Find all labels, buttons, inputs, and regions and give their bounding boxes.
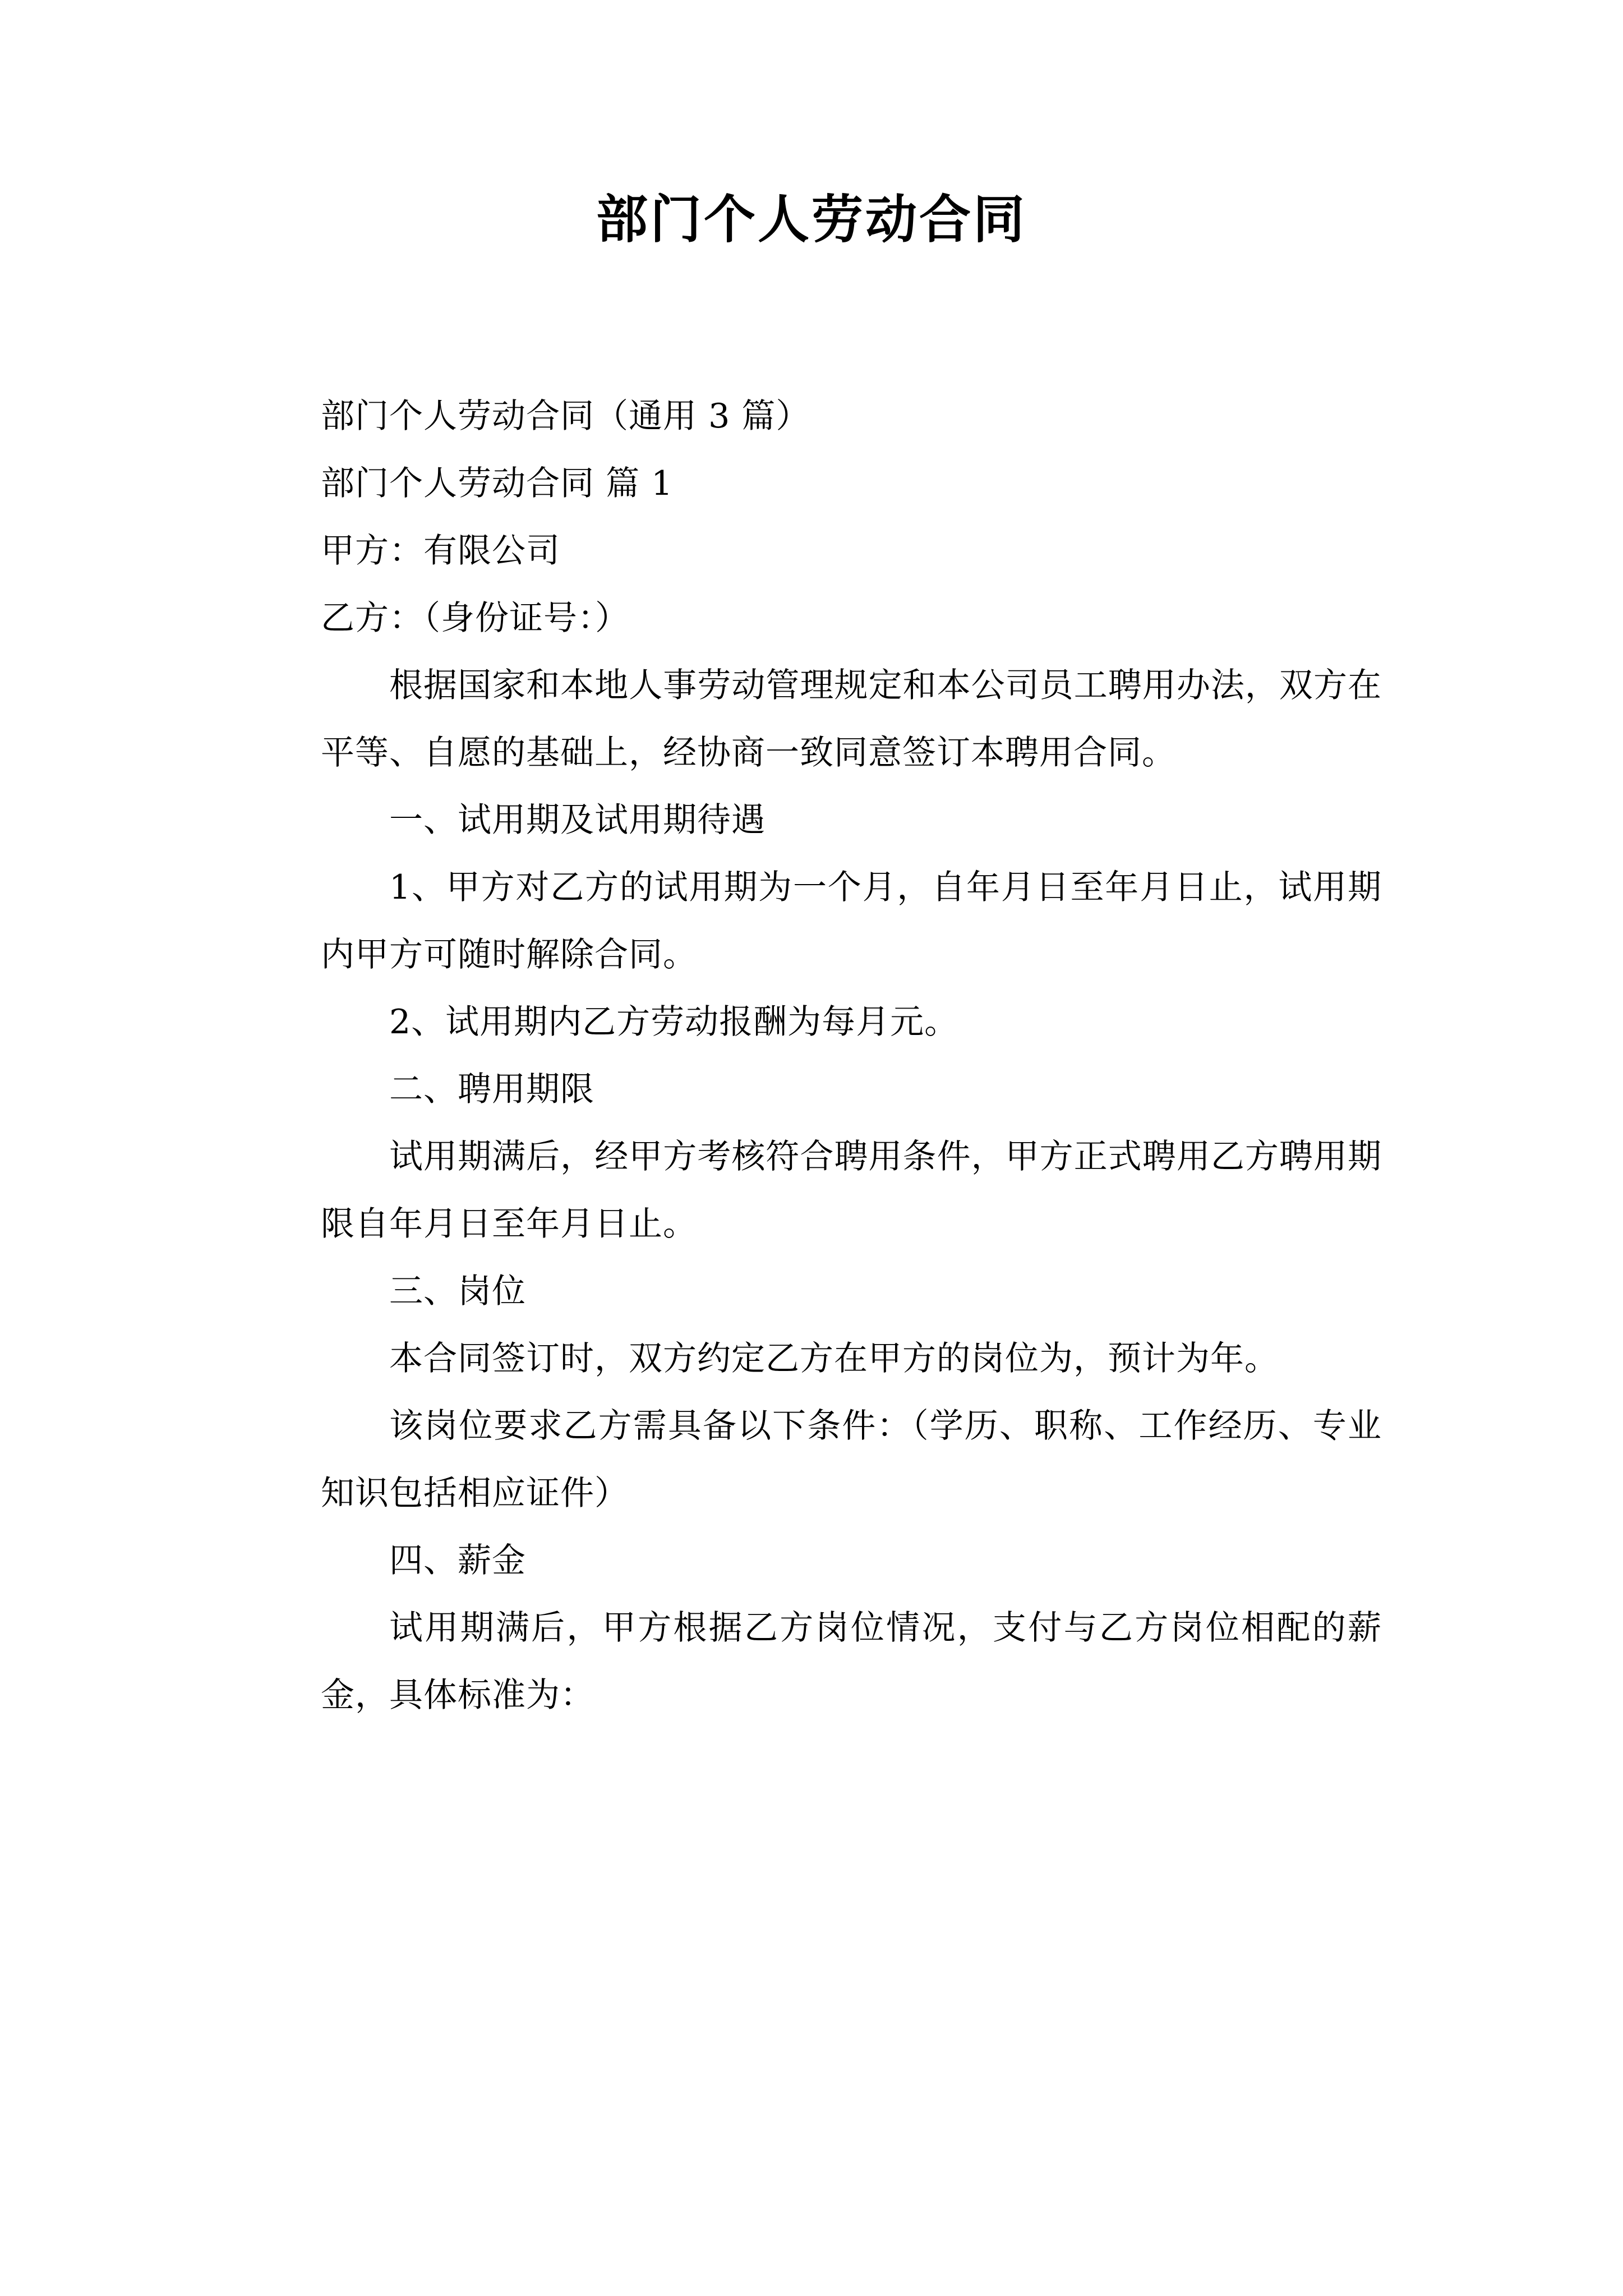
doc-paragraph: 根据国家和本地人事劳动管理规定和本公司员工聘用办法，双方在平等、自愿的基础上，经协商一致同意签订本聘用合同。	[321, 666, 1382, 772]
doc-paragraph: 试用期满后，经甲方考核符合聘用条件，甲方正式聘用乙方聘用期限自年月日至年月日止。	[321, 1137, 1382, 1244]
doc-heading-section: 三、岗位	[389, 1272, 526, 1311]
doc-heading-section: 一、试用期及试用期待遇	[389, 800, 766, 840]
doc-paragraph: 该岗位要求乙方需具备以下条件：（学历、职称、工作经历、专业知识包括相应证件）	[321, 1406, 1382, 1513]
page-title: 部门个人劳动合同	[596, 189, 1027, 250]
doc-paragraph: 试用期满后，甲方根据乙方岗位情况，支付与乙方岗位相配的薪金，具体标准为：	[321, 1608, 1382, 1715]
doc-heading-section: 二、聘用期限	[389, 1070, 594, 1109]
doc-heading-section: 四、薪金	[389, 1541, 526, 1580]
doc-paragraph: 本合同签订时，双方约定乙方在甲方的岗位为，预计为年。	[389, 1339, 1279, 1378]
doc-line: 部门个人劳动合同 篇 1	[321, 464, 674, 503]
doc-line: 甲方：有限公司	[321, 531, 560, 570]
document-body	[0, 383, 1623, 1729]
doc-line: 部门个人劳动合同（通用 3 篇）	[321, 397, 810, 436]
doc-paragraph: 2、试用期内乙方劳动报酬为每月元。	[389, 1002, 959, 1042]
doc-paragraph: 1、甲方对乙方的试用期为一个月，自年月日至年月日止，试用期内甲方可随时解除合同。	[321, 868, 1382, 974]
doc-line: 乙方：（身份证号：）	[321, 599, 629, 638]
